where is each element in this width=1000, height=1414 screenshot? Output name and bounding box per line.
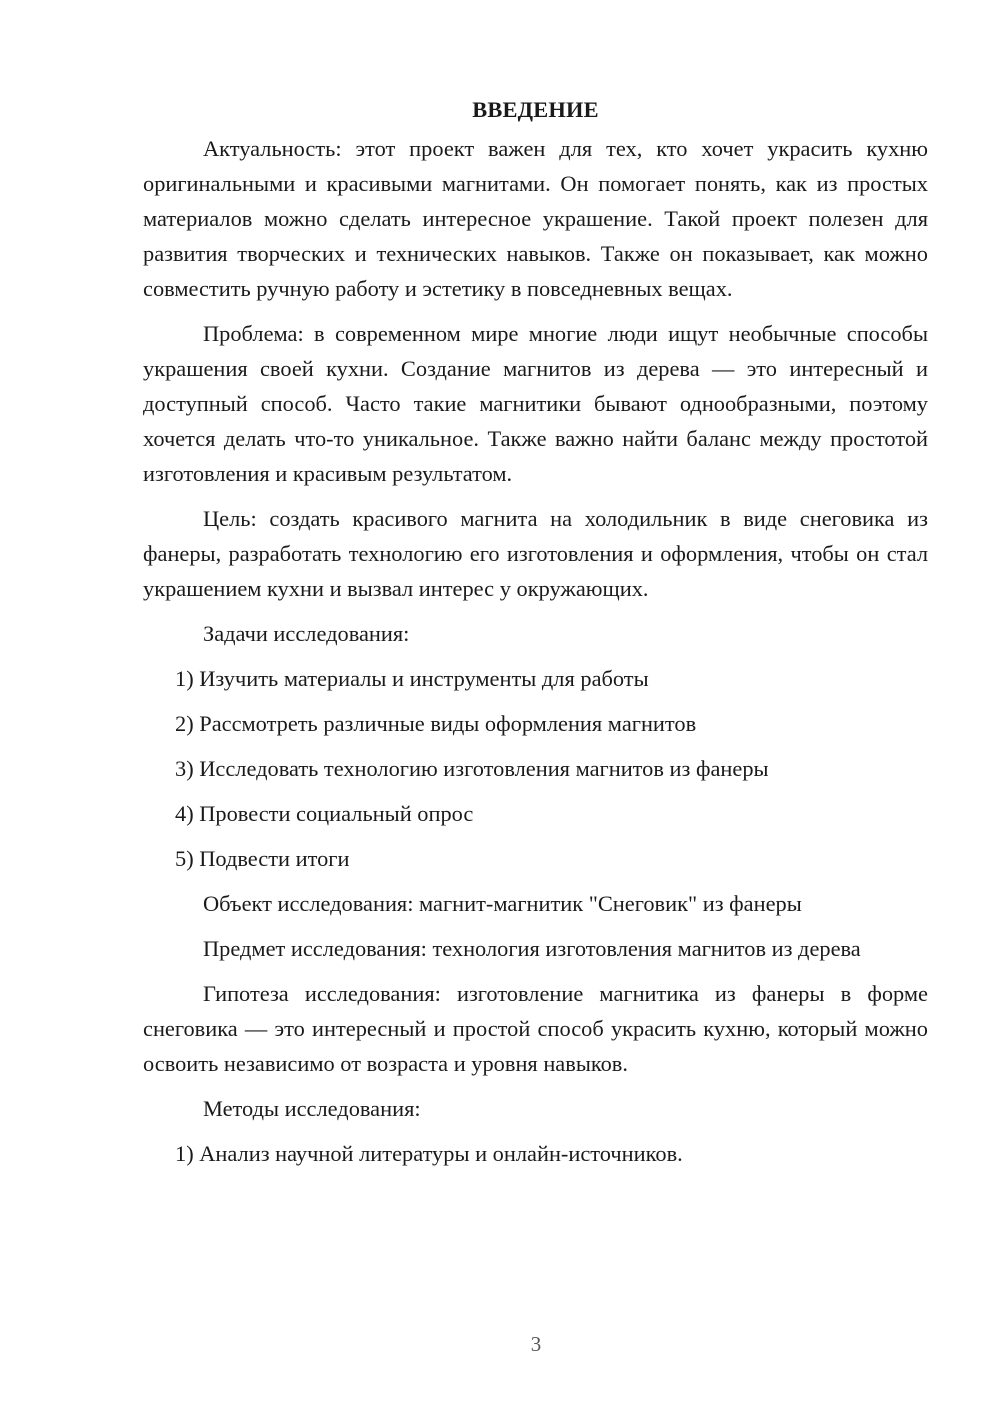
task-item: 1) Изучить материалы и инструменты для работы: [175, 666, 649, 691]
object-paragraph: Объект исследования: магнит-магнитик "Снеговик" из фанеры: [203, 891, 802, 916]
task-item: 3) Исследовать технологию изготовления магнитов из фанеры: [175, 756, 769, 781]
problem-paragraph: Проблема: в современном мире многие люди ищут необычные способы украшения своей кухни. Создание магнитов из дерева — это интересный и доступный способ. Часто такие магнитики бывают однообразными, поэтому хочется делать что-то уникальное. Также важно найти баланс между простотой изготовления и красивым результатом.: [143, 321, 928, 486]
method-item: 1) Анализ научной литературы и онлайн-источников.: [175, 1141, 683, 1166]
task-item: 2) Рассмотреть различные виды оформления магнитов: [175, 711, 697, 736]
page-content: [143, 92, 928, 1181]
methods-list: [143, 1136, 928, 1171]
subject-paragraph: Предмет исследования: технология изготовления магнитов из дерева: [203, 936, 861, 961]
page-number: 3: [530, 1332, 542, 1356]
tasks-list: [143, 661, 928, 876]
relevance-paragraph: Актуальность: этот проект важен для тех, кто хочет украсить кухню оригинальными и красивыми магнитами. Он помогает понять, как из простых материалов можно сделать интересное украшение. Такой проект полезен для развития творческих и технических навыков. Также он показывает, как можно совместить ручную работу и эстетику в повседневных вещах.: [143, 136, 928, 301]
page-title: ВВЕДЕНИЕ: [472, 97, 599, 122]
task-item: 4) Провести социальный опрос: [175, 801, 474, 826]
methods-heading: Методы исследования:: [203, 1096, 421, 1121]
tasks-heading: Задачи исследования:: [203, 621, 410, 646]
hypothesis-paragraph: Гипотеза исследования: изготовление магнитика из фанеры в форме снеговика — это интересный и простой способ украсить кухню, который можно освоить независимо от возраста и уровня навыков.: [143, 981, 928, 1076]
task-item: 5) Подвести итоги: [175, 846, 350, 871]
goal-paragraph: Цель: создать красивого магнита на холодильник в виде снеговика из фанеры, разработать технологию его изготовления и оформления, чтобы он стал украшением кухни и вызвал интерес у окружающих.: [143, 506, 928, 601]
